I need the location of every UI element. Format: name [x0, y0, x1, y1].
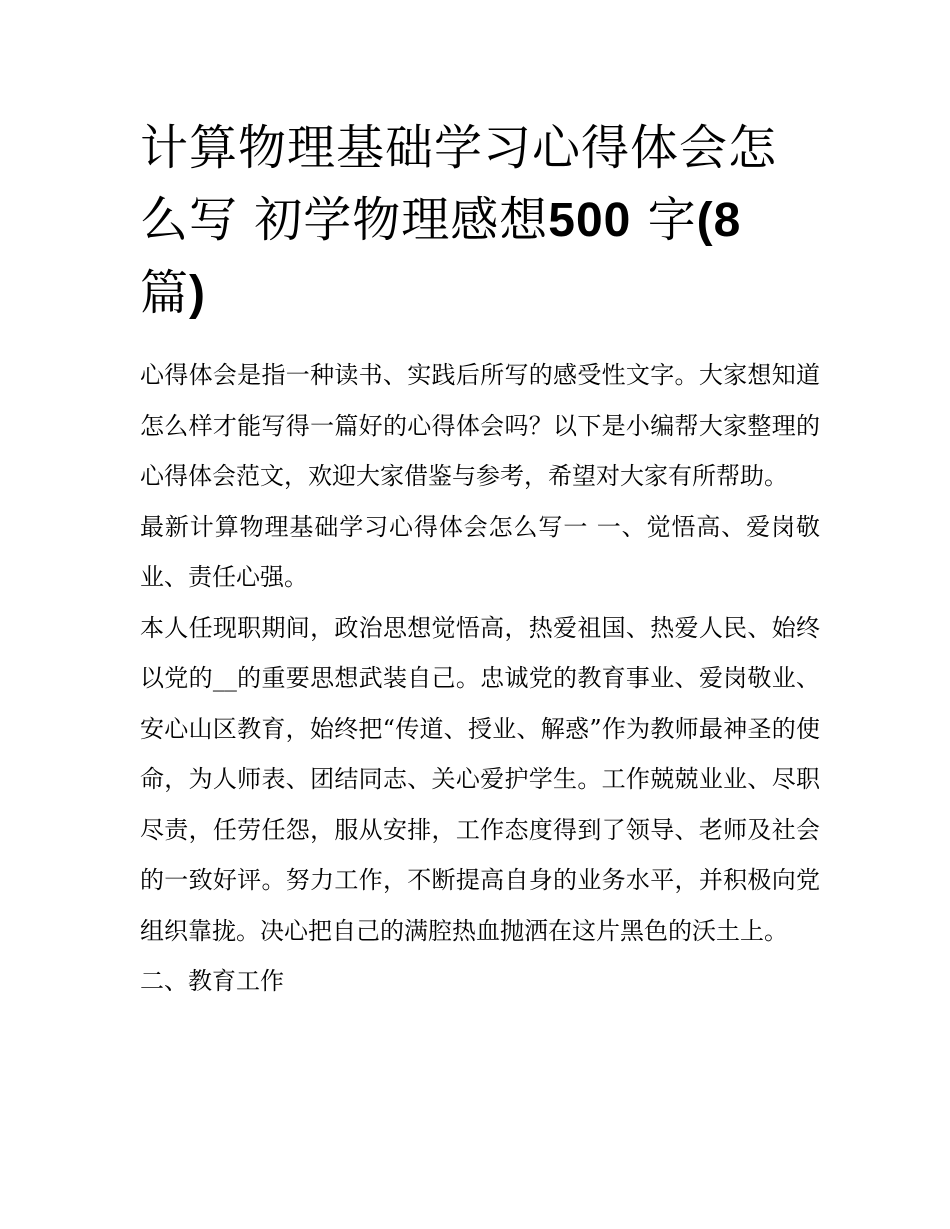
- section-heading-paragraph: 二、教育工作: [140, 967, 284, 995]
- title-text-part: 计算物理基础学习心得体会怎么写 初学物理感想: [140, 120, 778, 248]
- document-body: [140, 350, 820, 1007]
- title-text-part: 篇: [140, 265, 190, 321]
- document-title: [140, 112, 820, 330]
- title-number-part: 500: [548, 194, 632, 247]
- title-text-part: 字: [631, 192, 697, 248]
- title-number-part: (8: [696, 194, 742, 247]
- section-heading-paragraph: 最新计算物理基础学习心得体会怎么写一 一、觉悟高、爱岗敬业、责任心强。: [140, 512, 820, 591]
- title-number-part: ): [189, 267, 206, 320]
- document-page: [140, 112, 820, 1007]
- body-paragraph: 本人任现职期间，政治思想觉悟高，热爱祖国、热爱人民、始终以党的__的重要思想武装自己。忠诚党的教育事业、爱岗敬业、安心山区教育，始终把“传道、授业、解惑”作为教师最神圣的使命，为人师表、团结同志、关心爱护学生。工作兢兢业业、尽职尽责，任劳任怨，服从安排，工作态度得到了领导、老师及社会的一致好评。努力工作，不断提高自身的业务水平，并积极向党组织靠拢。决心把自己的满腔热血抛洒在这片黑色的沃土上。: [140, 613, 820, 945]
- intro-paragraph: 心得体会是指一种读书、实践后所写的感受性文字。大家想知道怎么样才能写得一篇好的心得体会吗？以下是小编帮大家整理的心得体会范文，欢迎大家借鉴与参考，希望对大家有所帮助。: [140, 361, 820, 490]
